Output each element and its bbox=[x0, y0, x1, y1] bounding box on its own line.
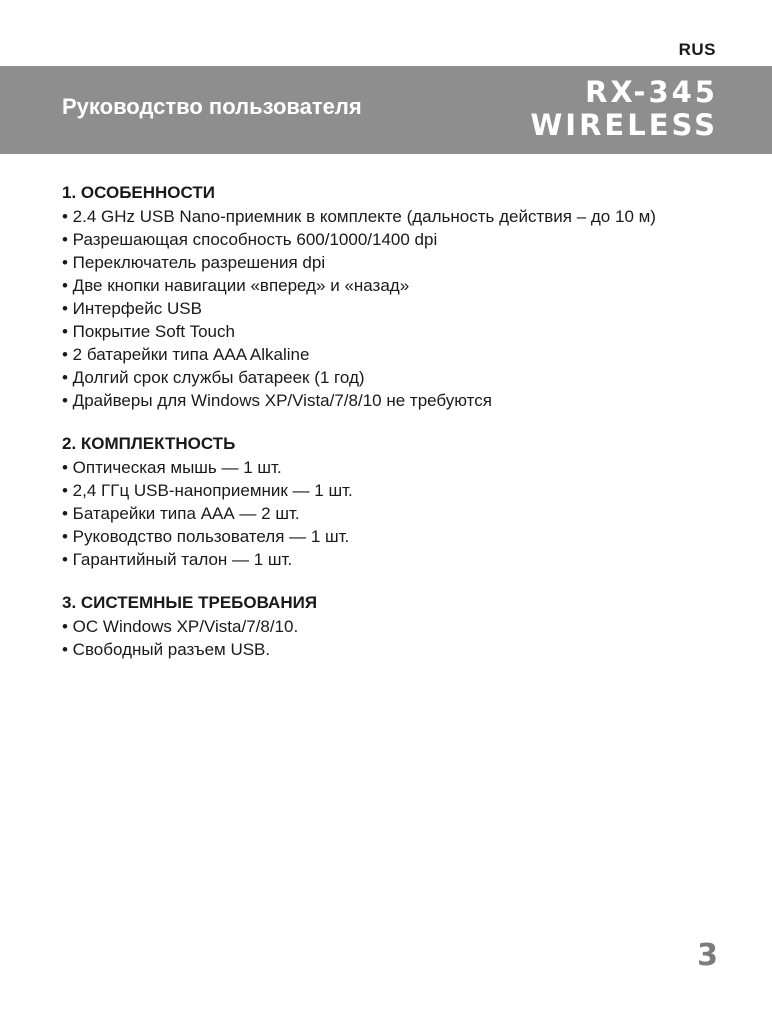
model-name bbox=[530, 76, 718, 142]
list-item: • Гарантийный талон — 1 шт. bbox=[62, 550, 293, 569]
requirements-list bbox=[62, 615, 722, 661]
model-line-1: RX-345 bbox=[585, 75, 718, 109]
model-line-2: WIRELESS bbox=[530, 108, 718, 142]
list-item: • 2 батарейки типа AAA Alkaline bbox=[62, 345, 310, 364]
list-item: • 2.4 GHz USB Nano-приемник в комплекте (дальность действия – до 10 м) bbox=[62, 207, 656, 226]
section-package bbox=[62, 432, 722, 571]
section-heading: 2. КОМПЛЕКТНОСТЬ bbox=[62, 434, 236, 453]
list-item: • Переключатель разрешения dpi bbox=[62, 253, 326, 272]
list-item: • Оптическая мышь — 1 шт. bbox=[62, 458, 282, 477]
list-item: • Батарейки типа ААА — 2 шт. bbox=[62, 504, 300, 523]
list-item: • Долгий срок службы батареек (1 год) bbox=[62, 368, 365, 387]
section-features bbox=[62, 181, 722, 412]
list-item: • Покрытие Soft Touch bbox=[62, 322, 235, 341]
package-list bbox=[62, 456, 722, 571]
section-requirements bbox=[62, 591, 722, 661]
list-item: • Свободный разъем USB. bbox=[62, 640, 271, 659]
main-content bbox=[62, 181, 722, 681]
list-item: • 2,4 ГГц USB-нанoприемник — 1 шт. bbox=[62, 481, 353, 500]
list-item: • Руководство пользователя — 1 шт. bbox=[62, 527, 350, 546]
features-list bbox=[62, 205, 722, 412]
language-label: RUS bbox=[678, 40, 716, 59]
section-heading: 3. СИСТЕМНЫЕ ТРЕБОВАНИЯ bbox=[62, 593, 318, 612]
list-item: • Драйверы для Windows XP/Vista/7/8/10 не требуются bbox=[62, 391, 492, 410]
list-item: • ОС Windows XP/Vista/7/8/10. bbox=[62, 617, 299, 636]
header-banner bbox=[0, 66, 772, 154]
list-item: • Две кнопки навигации «вперед» и «назад» bbox=[62, 276, 410, 295]
manual-title: Руководство пользователя bbox=[62, 94, 362, 119]
list-item: • Интерфейс USB bbox=[62, 299, 202, 318]
list-item: • Разрешающая способность 600/1000/1400 dpi bbox=[62, 230, 438, 249]
section-heading: 1. ОСОБЕННОСТИ bbox=[62, 183, 215, 202]
page-number: 3 bbox=[697, 938, 718, 973]
